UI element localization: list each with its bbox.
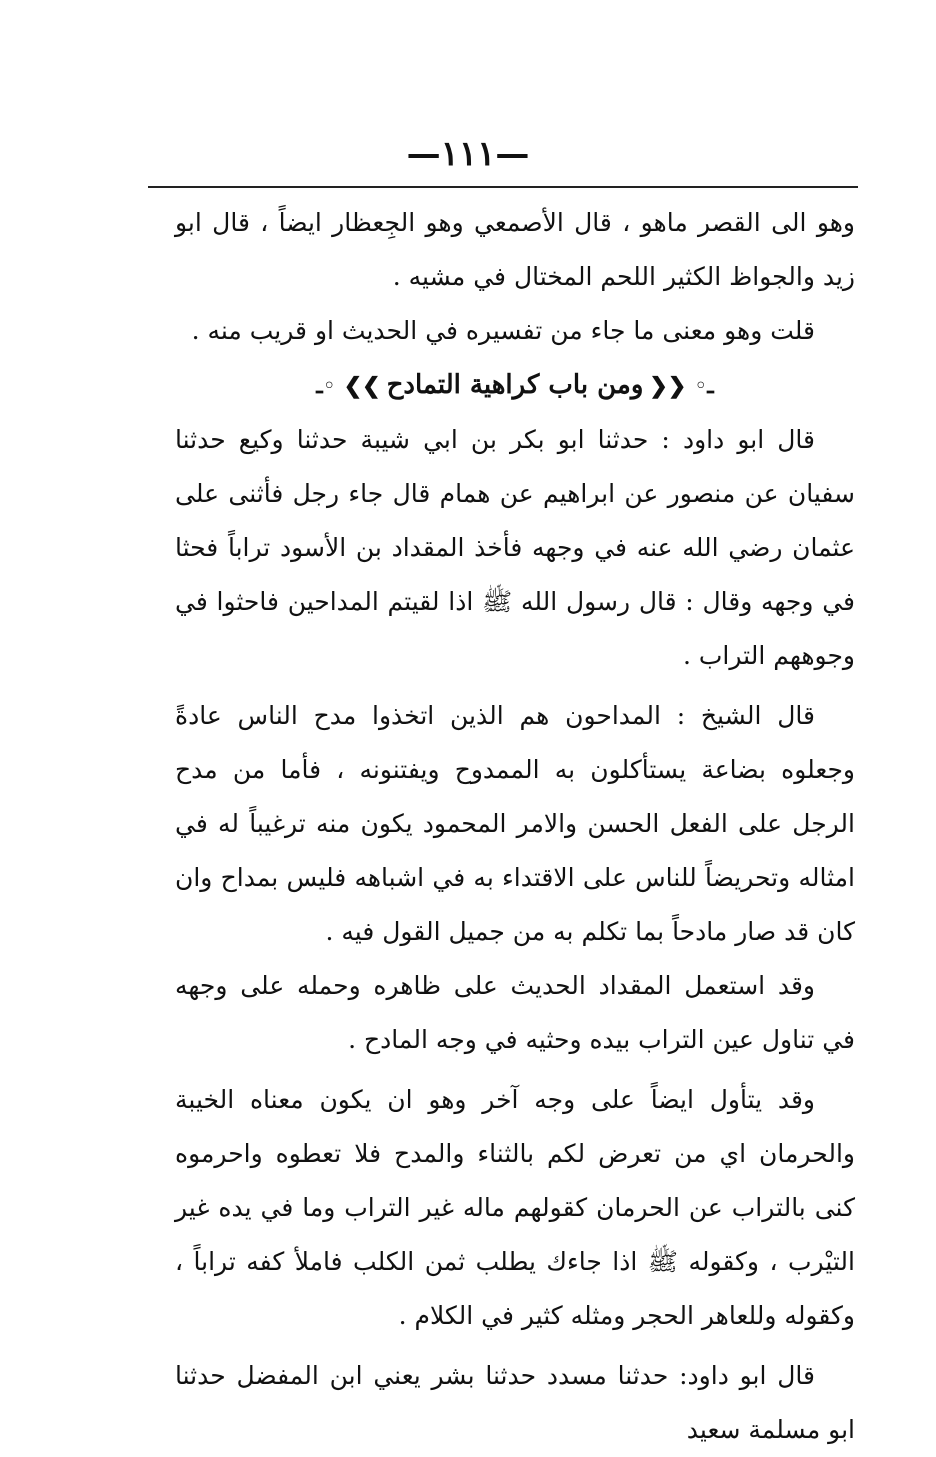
- heading-dash-right: ـ◦: [694, 373, 714, 399]
- paragraph-5: وقد استعمل المقداد الحديث على ظاهره وحمله على وجهه في تناول عين التراب بيده وحثيه في وجه المادح .: [175, 971, 855, 1054]
- paragraph-2: قلت وهو معنى ما جاء من تفسيره في الحديث او قريب منه .: [191, 316, 815, 345]
- paragraph-3: قال ابو داود : حدثنا ابو بكر بن ابي شيبة حدثنا وكيع حدثنا سفيان عن منصور عن ابراهيم عن همام قال جاء رجل فأثنى على عثمان رضي الله عنه في وجهه فأخذ المقداد بن الأسود تراباً فحثا في وجهه وقال : قال رسول الله ﷺ اذا لقيتم المداحين فاحثوا في وجوههم التراب .: [175, 425, 855, 670]
- section-heading-text: ومن باب كراهية التمادح: [386, 370, 644, 400]
- paragraph-6: وقد يتأول ايضاً على وجه آخر وهو ان يكون معناه الخيبة والحرمان اي من تعرض لكم بالثناء والمدح فلا تعطوه واحرموه كنى بالتراب عن الحرمان كقولهم ماله غير التراب وما في يده غير التيْرب ، وكقوله ﷺ اذا جاءك يطلب ثمن الكلب فاملأ كفه تراباً ، وكقوله وللعاهر الحجر ومثله كثير في الكلام .: [175, 1085, 855, 1330]
- header-rule: [148, 186, 858, 188]
- paragraph-4: قال الشيخ : المداحون هم الذين اتخذوا مدح الناس عادةً وجعلوه بضاعة يستأكلون به الممدوح ويفتنونه ، فأما من مدح الرجل على الفعل الحسن والامر المحمود يكون منه ترغيباً له في امثاله وتحريضاً للناس على الاقتداء به في اشباهه فليس بمداح وان كان قد صار مادحاً بما تكلم به من جميل القول فيه .: [175, 701, 855, 946]
- page-number: —١١١—: [406, 134, 530, 174]
- heading-ornament-left: ❯❯: [343, 373, 381, 399]
- paragraph-1: وهو الى القصر ماهو ، قال الأصمعي وهو الجِعظار ايضاً ، قال ابو زيد والجواظ الكثير اللحم المختال في مشيه .: [175, 208, 855, 291]
- heading-ornament-right: ❮❮: [649, 373, 687, 399]
- paragraph-7: قال ابو داود: حدثنا مسدد حدثنا بشر يعني ابن المفضل حدثنا ابو مسلمة سعيد: [175, 1361, 855, 1444]
- section-heading: [175, 358, 855, 413]
- main-text: [175, 196, 855, 1457]
- heading-dash-left: ◦ـ: [316, 373, 336, 399]
